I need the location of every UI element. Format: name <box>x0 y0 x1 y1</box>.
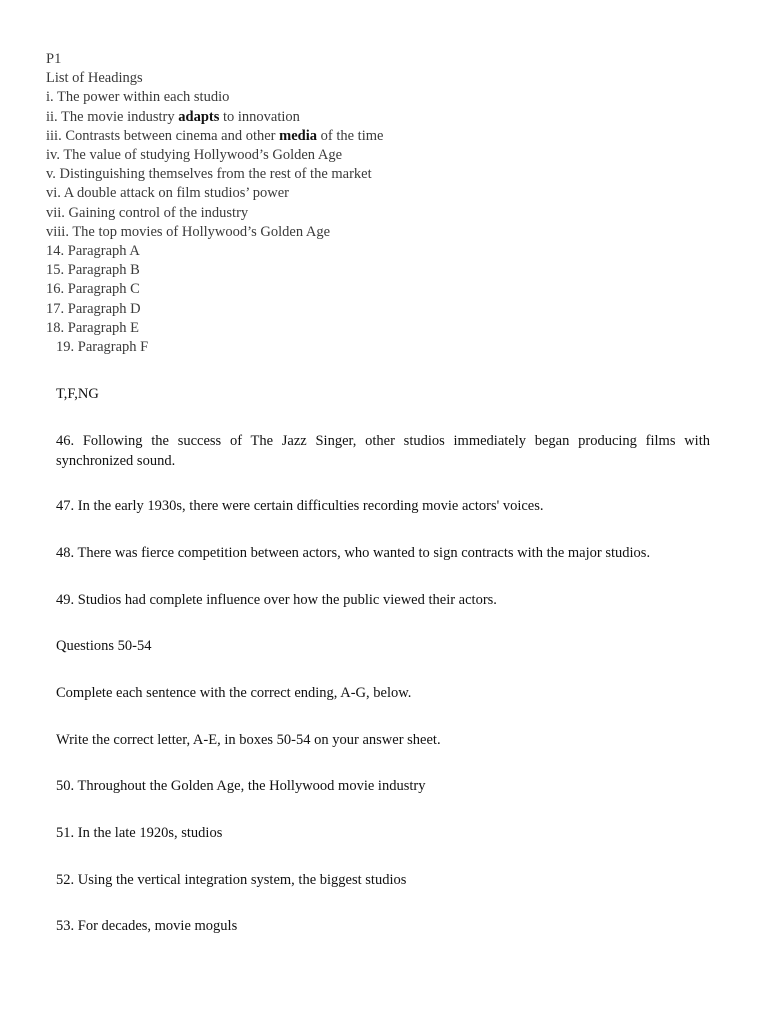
paragraph-question: 16. Paragraph C <box>46 281 140 298</box>
paragraph-question: 14. Paragraph A <box>46 243 140 260</box>
tfng-title: T,F,NG <box>56 386 99 402</box>
question-51: 51. In the late 1920s, studios <box>56 825 223 841</box>
heading-item: viii. The top movies of Hollywood’s Golden Age <box>46 223 331 240</box>
heading-item: v. Distinguishing themselves from the rest of the market <box>46 166 372 183</box>
paragraph-question: 17. Paragraph D <box>46 300 141 317</box>
paragraph-question: 18. Paragraph E <box>46 319 140 336</box>
completion-instruction-1: Complete each sentence with the correct ending, A-G, below. <box>56 685 412 701</box>
headings-title: List of Headings <box>46 70 143 87</box>
question-48: 48. There was fierce competition between actors, who wanted to sign contracts with the major studios. <box>56 545 651 561</box>
question-52: 52. Using the vertical integration system, the biggest studios <box>56 872 407 888</box>
completion-instruction-2: Write the correct letter, A-E, in boxes 50-54 on your answer sheet. <box>56 732 441 748</box>
question-49: 49. Studios had complete influence over how the public viewed their actors. <box>56 592 497 608</box>
paragraph-question: 15. Paragraph B <box>46 262 140 279</box>
heading-item: iii. Contrasts between cinema and other media of the time <box>46 127 384 144</box>
question-53: 53. For decades, movie moguls <box>56 918 238 934</box>
question-50: 50. Throughout the Golden Age, the Hollywood movie industry <box>56 778 426 794</box>
question-46: 46. Following the success of The Jazz Singer, other studios immediately began producing films with synchronized sound. <box>56 433 710 469</box>
part-label: P1 <box>46 51 62 67</box>
heading-item: ii. The movie industry adapts to innovation <box>46 108 300 125</box>
completion-title: Questions 50-54 <box>56 638 152 654</box>
heading-item: vii. Gaining control of the industry <box>46 204 249 221</box>
paragraph-question: 19. Paragraph F <box>56 339 149 356</box>
heading-item: iv. The value of studying Hollywood’s Golden Age <box>46 147 343 164</box>
heading-item: vi. A double attack on film studios’ power <box>46 185 289 202</box>
heading-item: i. The power within each studio <box>46 89 230 106</box>
question-47: 47. In the early 1930s, there were certain difficulties recording movie actors' voices. <box>56 498 544 514</box>
headings-section <box>46 50 383 357</box>
